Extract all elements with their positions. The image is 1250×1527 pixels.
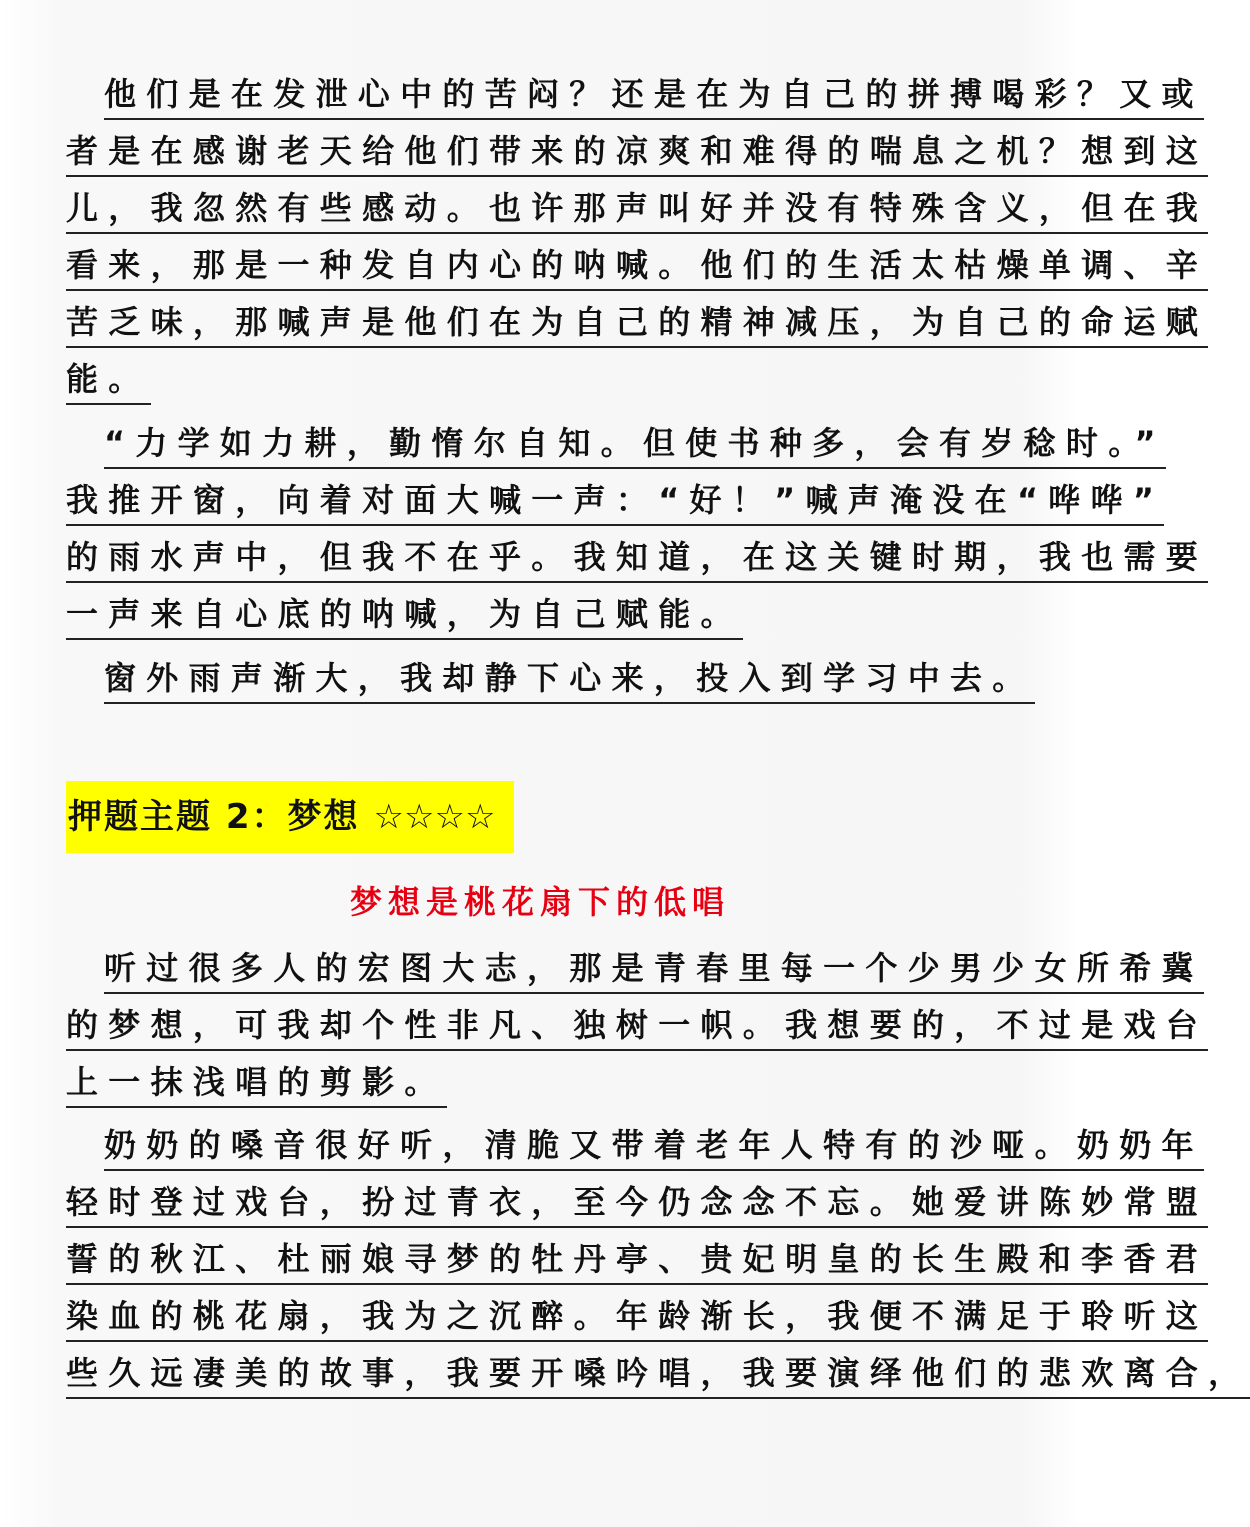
paragraph-line: 者是在感谢老天给他们带来的凉爽和难得的喘息之机？想到这 xyxy=(66,131,1208,177)
paragraph-line: 看来，那是一种发自内心的呐喊。他们的生活太枯燥单调、辛 xyxy=(66,245,1208,291)
paragraph-line: 染血的桃花扇，我为之沉醉。年龄渐长，我便不满足于聆听这 xyxy=(66,1296,1208,1342)
paragraph-line: 听过很多人的宏图大志，那是青春里每一个少男少女所希冀 xyxy=(104,948,1204,994)
paragraph-line: 些久远凄美的故事，我要开嗓吟唱，我要演绎他们的悲欢离合， xyxy=(66,1353,1250,1399)
paragraph-line: 誓的秋江、杜丽娘寻梦的牡丹亭、贵妃明皇的长生殿和李香君 xyxy=(66,1239,1208,1285)
paragraph-line: 能。 xyxy=(66,359,151,405)
paragraph-line: 的梦想，可我却个性非凡、独树一帜。我想要的，不过是戏台 xyxy=(66,1005,1208,1051)
paragraph-line: “力学如力耕，勤惰尔自知。但使书种多，会有岁稔时。” xyxy=(104,423,1166,469)
theme-heading-text: 押题主题 2：梦想 xyxy=(68,797,360,837)
paragraph-line: 的雨水声中，但我不在乎。我知道，在这关键时期，我也需要 xyxy=(66,537,1208,583)
paragraph-line: 轻时登过戏台，扮过青衣，至今仍念念不忘。她爱讲陈妙常盟 xyxy=(66,1182,1208,1228)
paragraph-line: 窗外雨声渐大，我却静下心来，投入到学习中去。 xyxy=(104,658,1035,704)
paragraph-line: 他们是在发泄心中的苦闷？还是在为自己的拼搏喝彩？又或 xyxy=(104,74,1204,120)
paragraph-line: 儿，我忽然有些感动。也许那声叫好并没有特殊含义，但在我 xyxy=(66,188,1208,234)
paragraph-line: 奶奶的嗓音很好听，清脆又带着老年人特有的沙哑。奶奶年 xyxy=(104,1125,1204,1171)
theme-heading xyxy=(66,781,514,853)
star-rating-icon: ☆☆☆☆ xyxy=(373,797,496,837)
paragraph-line: 我推开窗，向着对面大喊一声：“好！”喊声淹没在“哗哗” xyxy=(66,480,1164,526)
essay-title: 梦想是桃花扇下的低唱 xyxy=(349,883,730,921)
paragraph-line: 上一抹浅唱的剪影。 xyxy=(66,1062,447,1108)
paragraph-line: 苦乏味，那喊声是他们在为自己的精神减压，为自己的命运赋 xyxy=(66,302,1208,348)
paragraph-line: 一声来自心底的呐喊，为自己赋能。 xyxy=(66,594,743,640)
